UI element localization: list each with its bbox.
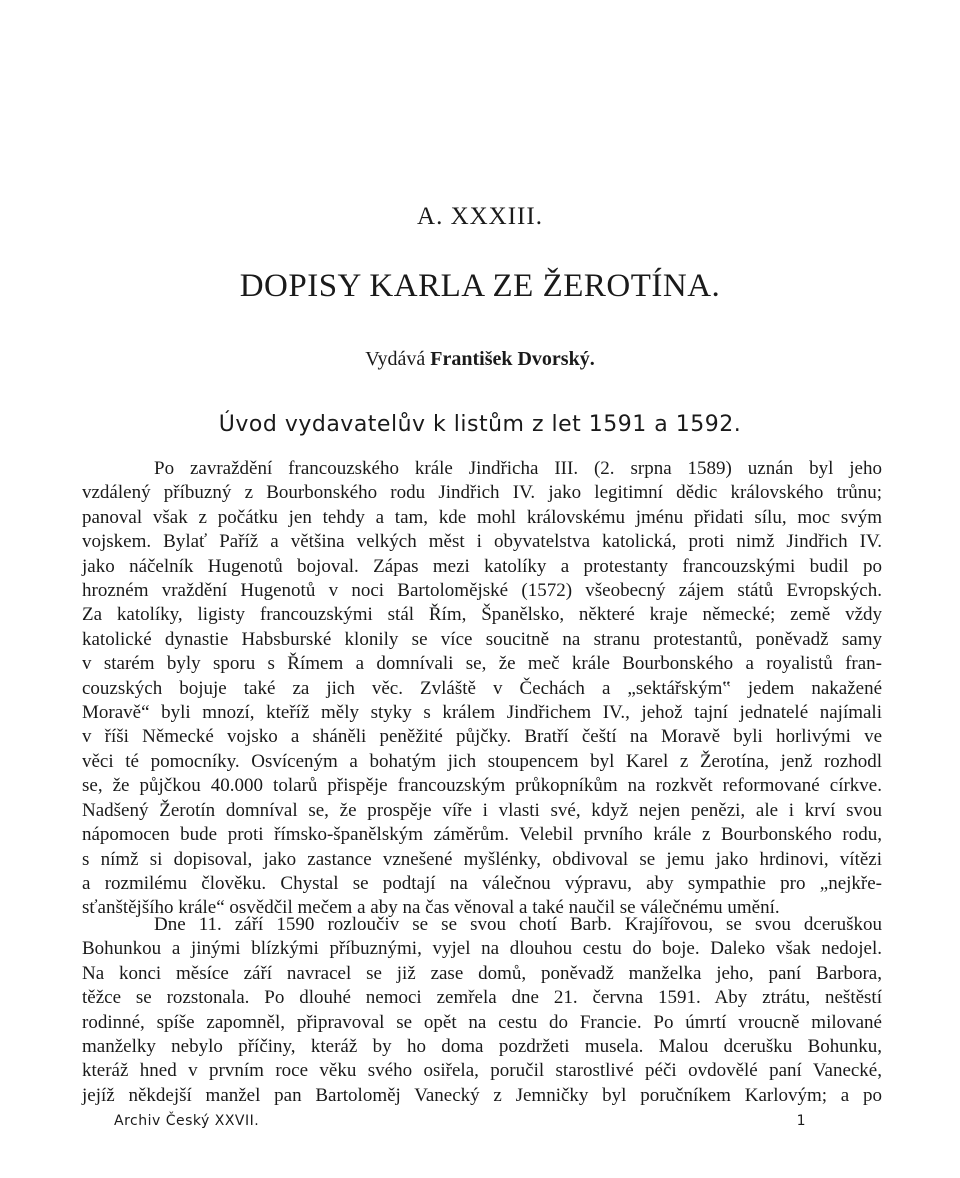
text-line: vzdálený příbuzný z Bourbonského rodu Jindřich IV. jako legitimní dědic královského trůnu;	[82, 482, 882, 504]
text-line: katolické dynastie Habsburské klonily se více soucitně na stranu protestantů, poněvadž samy	[82, 628, 882, 650]
editor-prefix: Vydává	[365, 348, 426, 370]
section-label: A. XXXIII.	[417, 203, 543, 230]
text-line: věci té pomocníky. Osvíceným a bohatým jich stoupencem byl Karel z Žerotína, jenž rozhodl	[82, 750, 882, 772]
text-line: s nímž si dopisoval, jako zastance vznešené myšlénky, obdivoval se jemu jako hrdinovi, vítězi	[82, 848, 882, 870]
text-line: kteráž hned v prvním roce věku svého osiřela, poručil starostlivé péči ovdovělé paní Vanecké,	[82, 1060, 882, 1082]
text-line: v starém byly sporu s Římem a domnívali se, že meč krále Bourbonského a royalistů fran-	[82, 653, 882, 675]
intro-heading: Úvod vydavatelův k listům z let 1591 a 1592.	[218, 412, 742, 437]
text-line: Dne 11. září 1590 rozloučiv se se svou chotí Barb. Krajířovou, se svou dceruškou	[154, 914, 882, 935]
text-line: a rozmilému člověku. Chystal se podtají na válečnou výpravu, aby sympathie pro „nejkře-	[82, 872, 882, 894]
text-line: Bohunkou a jinými blízkými příbuznými, vyjel na dlouhou cestu do boje. Daleko však nedojel.	[82, 938, 882, 960]
page-title: DOPISY KARLA ZE ŽEROTÍNA.	[239, 268, 721, 304]
text-line: Moravě“ byli mnozí, kteříž měly styky s králem Jindřichem IV., jehož tajní jednatelé najímali	[82, 702, 882, 724]
paragraph-2	[82, 913, 882, 1108]
text-line: se, že půjčkou 40.000 tolarů přispěje francouzským průkopníkům na rozkvět reformované církve.	[82, 775, 882, 797]
text-line: těžce se rozstonala. Po dlouhé nemoci zemřela dne 21. června 1591. Aby ztrátu, neštěstí	[82, 987, 882, 1009]
text-line: jako náčelník Hugenotů bojoval. Zápas mezi katolíky a protestanty francouzskými budil po	[82, 555, 882, 577]
text-line: sťanštějšího krále“ osvědčil mečem a aby na čas věnoval a také naučil se válečnému umění.	[82, 897, 780, 919]
text-line: panoval však z počátku jen tehdy a tam, kde mohl královskému jménu přidati sílu, moc svým	[82, 506, 882, 528]
text-line: Za katolíky, ligisty francouzskými stál Řím, Španělsko, některé kraje německé; země vždy	[82, 604, 882, 626]
text-line: hrozném vraždění Hugenotů v noci Bartolomějské (1572) všeobecný zájem států Evropských.	[82, 580, 882, 602]
text-line: Nadšený Žerotín domníval se, že prospěje víře i vlasti své, když nejen penězi, ale i krví svou	[82, 799, 882, 821]
paragraph-1	[82, 457, 882, 921]
text-line: nápomocen bude proti římsko-španělským záměrům. Velebil prvního krále z Bourbonského rodu,	[82, 824, 882, 846]
editor-name: František Dvorský.	[430, 348, 595, 370]
text-line: vojskem. Bylať Paříž a většina velkých měst i obyvatelstva katolická, proti nimž Jindřich IV.	[82, 531, 882, 553]
footer-source: Archiv Český XXVII.	[114, 1113, 260, 1129]
text-line: manželky nebylo příčiny, kteráž by ho doma pozdržeti musela. Malou dcerušku Bohunku,	[82, 1036, 882, 1058]
text-line: jejíž někdejší manžel pan Bartoloměj Vanecký z Jemničky byl poručníkem Karlovým; a po	[82, 1084, 882, 1106]
page-number: 1	[796, 1113, 806, 1129]
text-line: v říši Německé vojsko a sháněli peněžité půjčky. Bratří čeští na Moravě byli horlivými ve	[82, 726, 882, 748]
text-line: Na konci měsíce září navracel se již zase domů, poněvadž manželka jeho, paní Barbora,	[82, 962, 882, 984]
editor-line	[0, 348, 960, 371]
text-line: Po zavraždění francouzského krále Jindřicha III. (2. srpna 1589) uznán byl jeho	[154, 458, 882, 479]
text-line: rodinné, spíše zapomněl, připravoval se opět na cestu do Francie. Po úmrtí vroucně milované	[82, 1011, 882, 1033]
text-line: couzských bojuje také za jich věc. Zvláště v Čechách a „sektářským‟ jedem nakažené	[82, 677, 882, 699]
